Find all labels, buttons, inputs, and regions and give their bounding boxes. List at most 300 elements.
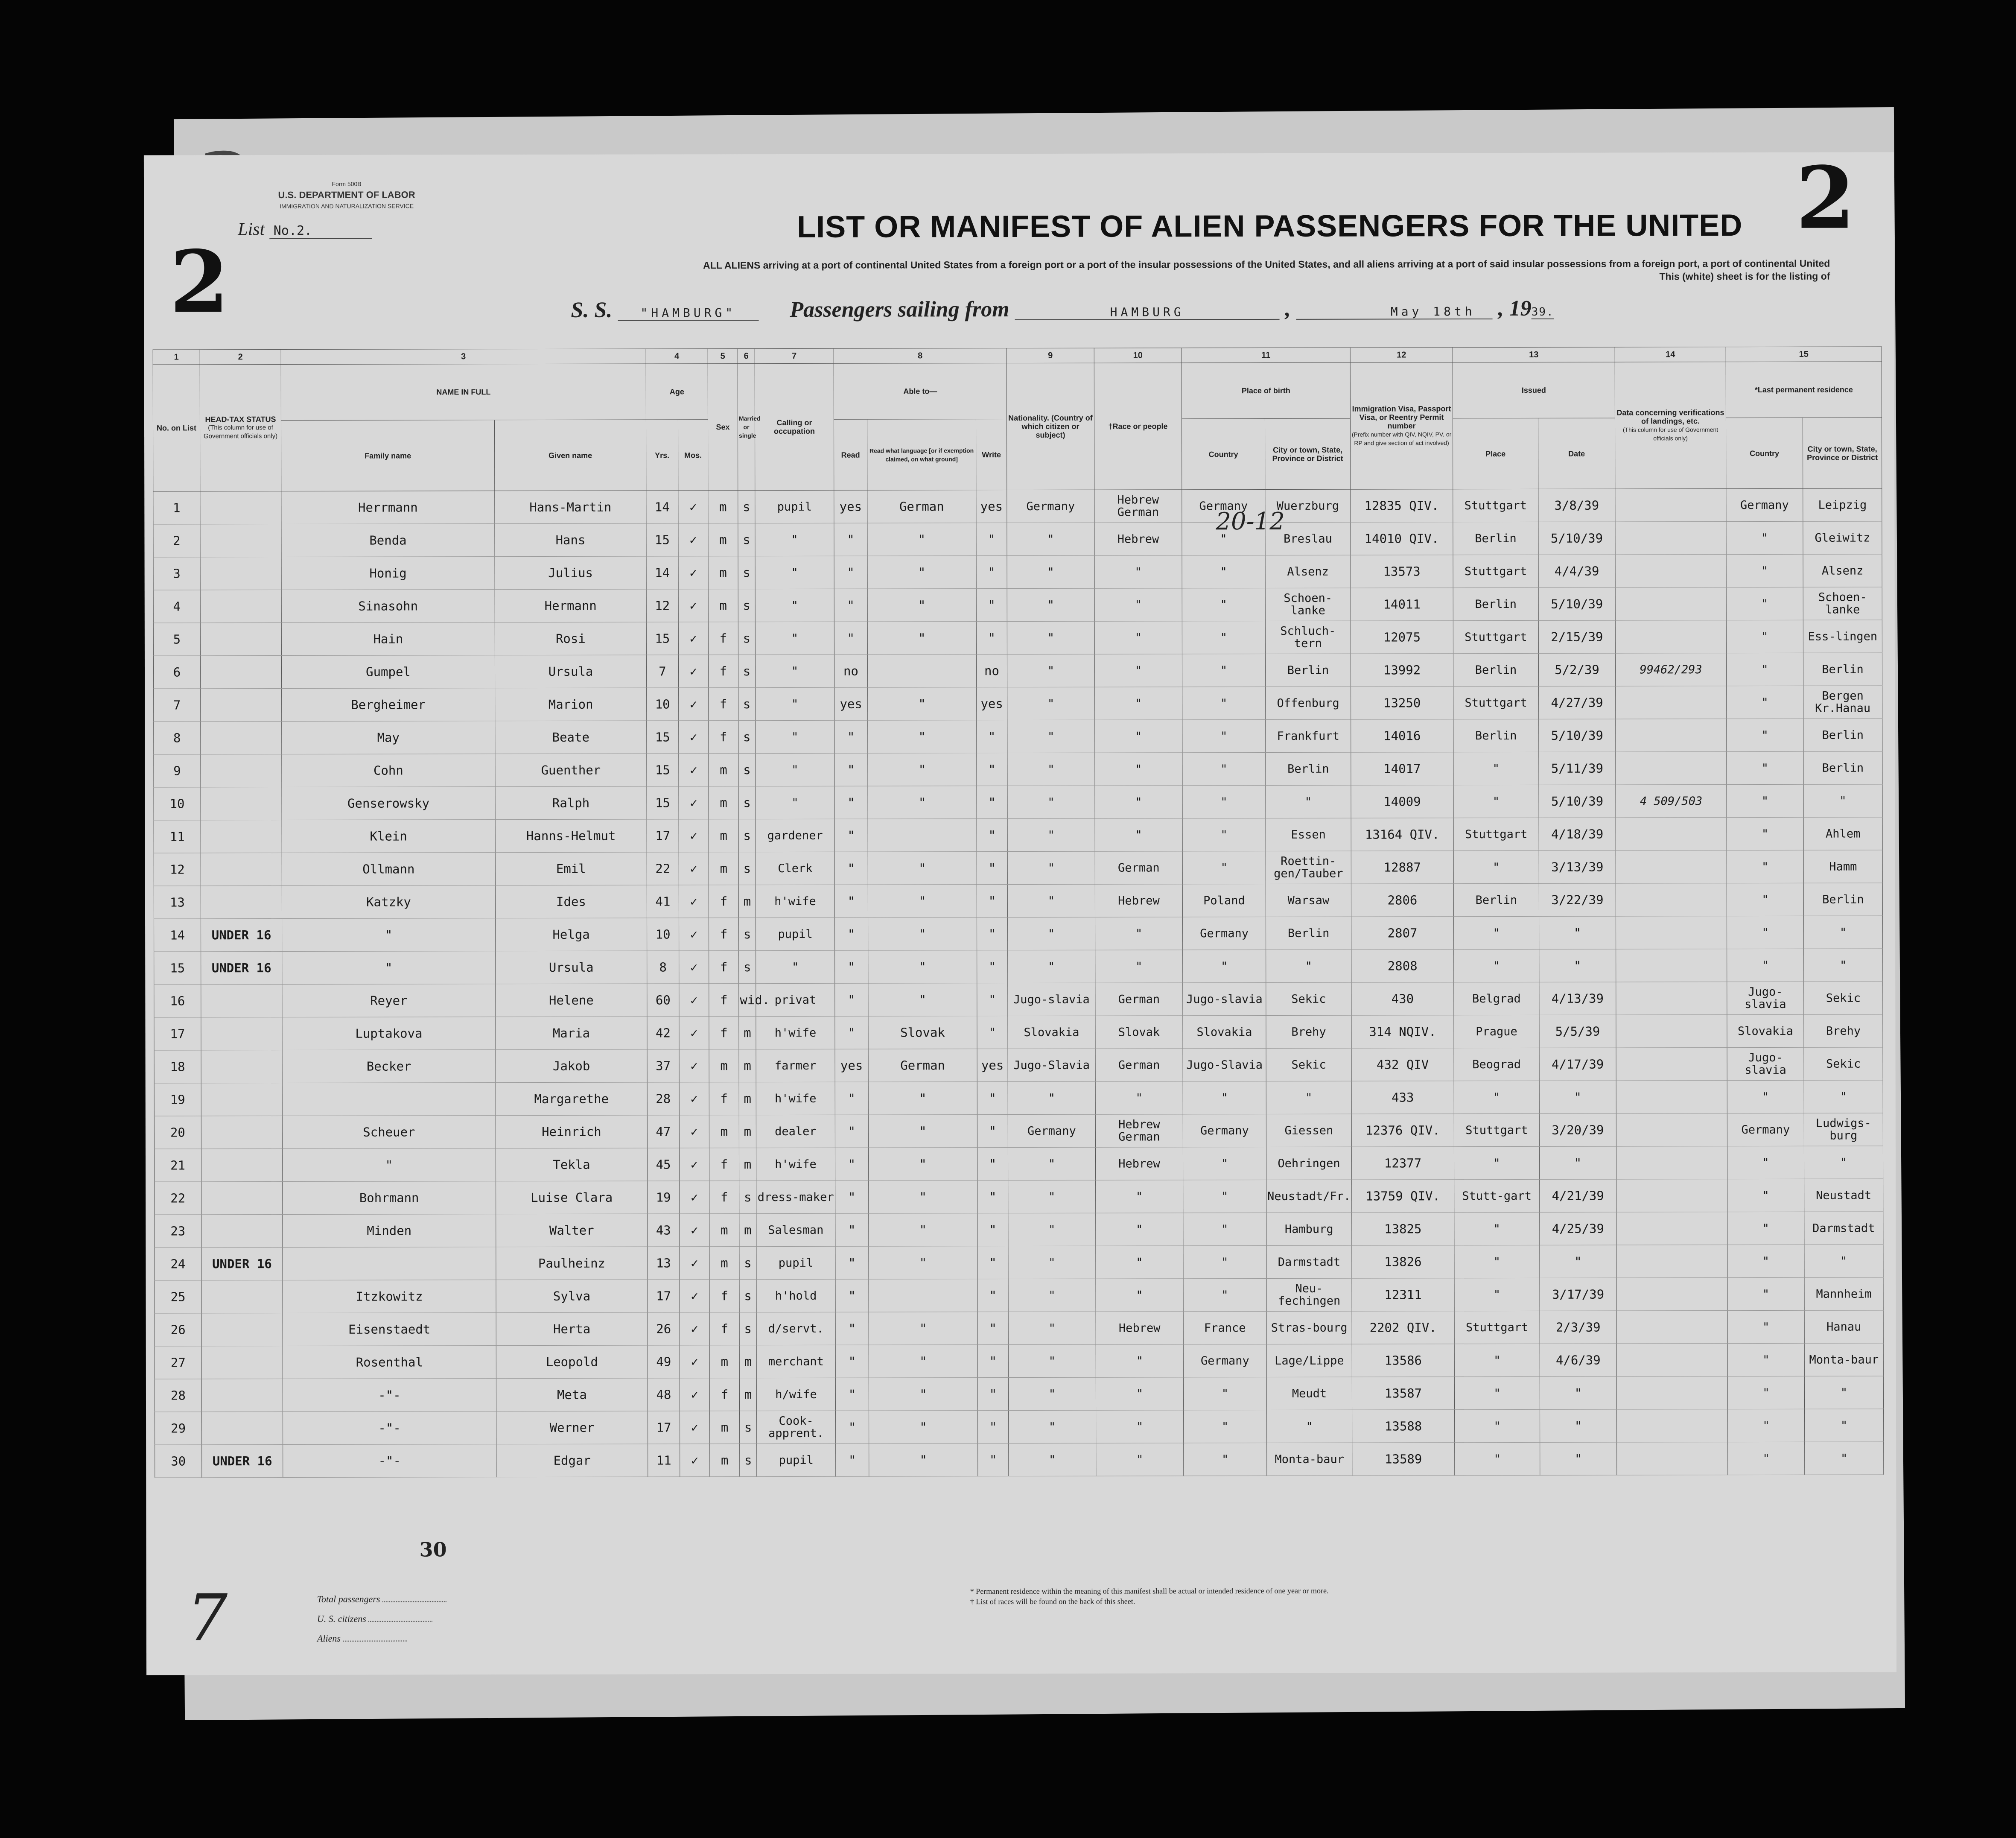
cell-occupation: Cook-apprent. bbox=[757, 1411, 836, 1444]
cell-given-name: Paulheinz bbox=[496, 1247, 648, 1280]
cell-read-language bbox=[869, 1279, 977, 1312]
cell-issued-date: 5/10/39 bbox=[1538, 587, 1615, 620]
cell-read: no bbox=[834, 655, 867, 687]
cell-no: 2 bbox=[153, 524, 200, 557]
cell-issued-date: 5/10/39 bbox=[1538, 522, 1615, 555]
cell-read-language: " bbox=[868, 918, 977, 950]
cell-read-language: " bbox=[868, 885, 977, 918]
cell-head-tax bbox=[201, 722, 282, 754]
cell-read: " bbox=[834, 753, 868, 786]
cell-nationality: " bbox=[1008, 950, 1095, 983]
cell-issued-place: Beograd bbox=[1454, 1048, 1539, 1081]
cell-age-years: 13 bbox=[648, 1247, 680, 1280]
cell-birth-country: " bbox=[1182, 621, 1265, 654]
cell-read: " bbox=[836, 1444, 869, 1476]
cell-read-language: " bbox=[868, 950, 977, 983]
cell-age-months: ✓ bbox=[680, 1411, 710, 1444]
cell-nationality: " bbox=[1007, 588, 1094, 621]
cell-age-years: 19 bbox=[648, 1181, 680, 1214]
table-row bbox=[155, 1409, 1884, 1445]
cell-family-name: Genserowsky bbox=[282, 787, 495, 820]
cell-residence-city: " bbox=[1805, 1409, 1884, 1442]
cell-head-tax bbox=[201, 689, 282, 722]
cell-race: " bbox=[1096, 1180, 1183, 1213]
cell-sex: f bbox=[709, 688, 738, 721]
cell-read: " bbox=[835, 1115, 868, 1148]
cell-age-years: 42 bbox=[647, 1017, 679, 1049]
cell-birth-city: Neustadt/Fr. bbox=[1266, 1180, 1352, 1213]
cell-birth-country: " bbox=[1182, 785, 1266, 818]
header-issued: Issued bbox=[1453, 362, 1615, 418]
table-row bbox=[154, 1080, 1883, 1116]
cell-write: " bbox=[977, 1082, 1008, 1115]
column-number: 15 bbox=[1726, 347, 1882, 362]
cell-nationality: " bbox=[1008, 1312, 1096, 1344]
cell-read: " bbox=[835, 1213, 869, 1246]
cell-marital-status: s bbox=[739, 1181, 756, 1214]
cell-age-months: ✓ bbox=[678, 655, 708, 688]
cell-verification-data bbox=[1616, 752, 1727, 785]
form-number: Form 500B bbox=[332, 180, 362, 187]
cell-visa: 2807 bbox=[1351, 917, 1454, 950]
handwritten-birth-note: 20-12 bbox=[1216, 507, 1285, 536]
cell-birth-city: Hamburg bbox=[1266, 1213, 1352, 1245]
table-row bbox=[154, 751, 1882, 787]
cell-residence-city: " bbox=[1803, 784, 1882, 817]
cell-verification-data bbox=[1616, 1376, 1727, 1409]
cell-sex: f bbox=[709, 918, 739, 951]
cell-read: " bbox=[835, 1148, 868, 1181]
cell-marital-status: s bbox=[738, 786, 756, 819]
cell-birth-city: Warsaw bbox=[1266, 884, 1351, 917]
column-number: 8 bbox=[834, 348, 1007, 364]
table-row bbox=[154, 982, 1883, 1017]
cell-read: " bbox=[835, 1246, 869, 1279]
cell-read: " bbox=[835, 1279, 869, 1312]
cell-no: 11 bbox=[154, 820, 201, 853]
cell-marital-status: wid. bbox=[739, 984, 756, 1017]
header-family-name: Family name bbox=[281, 420, 494, 491]
cell-residence-city: " bbox=[1805, 1442, 1884, 1475]
cell-occupation: dealer bbox=[756, 1115, 835, 1148]
cell-read: " bbox=[834, 852, 868, 885]
cell-no: 3 bbox=[153, 557, 200, 590]
cell-sex: m bbox=[708, 556, 738, 589]
cell-given-name: Walter bbox=[496, 1214, 648, 1247]
cell-family-name: " bbox=[282, 918, 496, 952]
cell-age-months: ✓ bbox=[679, 1017, 709, 1049]
cell-write: " bbox=[978, 1411, 1009, 1444]
cell-write: " bbox=[977, 885, 1007, 918]
cell-marital-status: s bbox=[738, 688, 756, 721]
cell-residence-city: Hamm bbox=[1803, 850, 1882, 883]
cell-residence-country: " bbox=[1727, 1212, 1804, 1245]
cell-issued-date: 4/21/39 bbox=[1540, 1179, 1616, 1212]
table-row bbox=[154, 719, 1882, 754]
header-able-to: Able to— bbox=[834, 363, 1007, 420]
cell-verification-data bbox=[1616, 1048, 1727, 1081]
cell-visa: 13164 QIV. bbox=[1351, 818, 1453, 851]
cell-marital-status: s bbox=[740, 1444, 757, 1477]
cell-race: German bbox=[1095, 1049, 1183, 1081]
cell-write: " bbox=[977, 1213, 1008, 1246]
header-birth-city: City or town, State, Province or District bbox=[1265, 418, 1350, 489]
cell-nationality: Germany bbox=[1007, 490, 1094, 523]
cell-birth-country: " bbox=[1182, 522, 1265, 555]
cell-family-name: " bbox=[282, 951, 496, 985]
cell-age-months: ✓ bbox=[678, 523, 708, 556]
cell-marital-status: s bbox=[738, 589, 755, 622]
cell-no: 13 bbox=[154, 886, 201, 919]
cell-sex: f bbox=[709, 1148, 739, 1181]
cell-age-months: ✓ bbox=[679, 819, 709, 852]
cell-birth-city: Meudt bbox=[1266, 1377, 1352, 1410]
cell-head-tax bbox=[201, 1050, 282, 1083]
cell-read: " bbox=[836, 1411, 869, 1444]
cell-visa: 14017 bbox=[1351, 752, 1453, 785]
cell-no: 25 bbox=[155, 1280, 201, 1313]
cell-nationality: " bbox=[1009, 1443, 1096, 1476]
cell-family-name: Sinasohn bbox=[281, 590, 495, 623]
cell-birth-country: Slovakia bbox=[1183, 1015, 1266, 1048]
cell-race: Slovak bbox=[1095, 1016, 1183, 1049]
cell-issued-date: 5/5/39 bbox=[1539, 1015, 1616, 1048]
cell-birth-country: " bbox=[1182, 555, 1265, 588]
aliens-label: Aliens bbox=[317, 1633, 341, 1644]
cell-birth-city: Offenburg bbox=[1266, 687, 1351, 719]
cell-no: 27 bbox=[155, 1346, 201, 1379]
cell-sex: m bbox=[709, 786, 738, 819]
sheet-number-left: 2 bbox=[169, 232, 229, 333]
cell-no: 16 bbox=[154, 985, 201, 1017]
header-race: †Race or people bbox=[1094, 363, 1182, 490]
cell-verification-data bbox=[1616, 1212, 1727, 1245]
cell-age-years: 17 bbox=[648, 1280, 680, 1312]
cell-marital-status: m bbox=[739, 1148, 756, 1181]
cell-occupation: Clerk bbox=[756, 852, 834, 885]
cell-read-language: " bbox=[868, 720, 977, 753]
table-row bbox=[153, 521, 1882, 557]
cell-issued-date: 3/13/39 bbox=[1539, 850, 1616, 883]
cell-no: 14 bbox=[154, 919, 201, 952]
header-issued-place: Place bbox=[1453, 418, 1538, 489]
cell-verification-data bbox=[1616, 1146, 1727, 1179]
cell-given-name: Tekla bbox=[496, 1148, 647, 1181]
cell-race: " bbox=[1096, 1213, 1183, 1246]
column-number: 7 bbox=[755, 348, 834, 363]
cell-family-name: Bohrmann bbox=[283, 1181, 496, 1215]
cell-nationality: " bbox=[1008, 1213, 1096, 1246]
passenger-rows bbox=[153, 488, 1884, 1478]
table-row bbox=[154, 850, 1882, 886]
cell-verification-data bbox=[1616, 850, 1727, 883]
cell-sex: f bbox=[709, 984, 739, 1017]
cell-birth-country: Jugo-slavia bbox=[1183, 982, 1266, 1015]
cell-no: 15 bbox=[154, 952, 201, 985]
cell-head-tax bbox=[201, 1149, 282, 1182]
cell-marital-status: m bbox=[739, 1345, 756, 1378]
cell-age-months: ✓ bbox=[679, 1148, 709, 1181]
cell-race: " bbox=[1096, 1443, 1184, 1476]
cell-issued-place: Berlin bbox=[1453, 719, 1539, 752]
header-nationality: Nationality. (Country of which citizen or subject) bbox=[1007, 363, 1094, 490]
header-issued-date: Date bbox=[1538, 418, 1615, 489]
cell-verification-data bbox=[1617, 1442, 1728, 1475]
cell-birth-city: " bbox=[1267, 1410, 1352, 1443]
cell-birth-country: Jugo-Slavia bbox=[1183, 1048, 1266, 1081]
cell-read-language: " bbox=[868, 1148, 977, 1181]
cell-write: " bbox=[976, 556, 1007, 589]
cell-age-years: 11 bbox=[648, 1444, 680, 1477]
cell-residence-country: Germany bbox=[1727, 1113, 1804, 1146]
handwritten-corner-mark: 7 bbox=[187, 1581, 228, 1656]
cell-given-name: Emil bbox=[495, 852, 647, 885]
cell-birth-city: Berlin bbox=[1266, 752, 1351, 785]
cell-residence-city: Brehy bbox=[1804, 1014, 1883, 1047]
cell-read-language: German bbox=[868, 1049, 977, 1082]
cell-age-years: 10 bbox=[647, 688, 679, 721]
cell-given-name: Ralph bbox=[495, 786, 647, 820]
cell-head-tax: UNDER 16 bbox=[201, 952, 282, 985]
cell-birth-country: " bbox=[1183, 1245, 1266, 1278]
column-number: 6 bbox=[738, 349, 755, 364]
table-row bbox=[154, 1146, 1883, 1182]
cell-age-months: ✓ bbox=[680, 1444, 710, 1477]
cell-issued-date: 3/20/39 bbox=[1539, 1113, 1616, 1146]
form-header bbox=[246, 178, 447, 212]
cell-residence-city: Hanau bbox=[1804, 1310, 1883, 1343]
column-number: 4 bbox=[646, 349, 708, 364]
cell-issued-date: " bbox=[1539, 949, 1616, 982]
cell-residence-country: " bbox=[1727, 1146, 1804, 1179]
cell-age-years: 14 bbox=[646, 556, 678, 589]
cell-marital-status: m bbox=[739, 1049, 756, 1082]
cell-marital-status: s bbox=[739, 951, 756, 984]
cell-occupation: " bbox=[756, 950, 835, 983]
cell-nationality: Slovakia bbox=[1008, 1016, 1095, 1049]
cell-issued-place: " bbox=[1454, 1212, 1540, 1245]
cell-sex: f bbox=[709, 721, 738, 754]
cell-residence-country: " bbox=[1727, 850, 1803, 883]
cell-birth-city: " bbox=[1266, 785, 1351, 818]
cell-residence-country: " bbox=[1727, 1376, 1804, 1409]
cell-issued-place: Belgrad bbox=[1454, 982, 1539, 1015]
cell-issued-place: Berlin bbox=[1453, 522, 1538, 555]
subtitle-line-1: ALL ALIENS arriving at a port of continental United States from a foreign port or a port of the insular possessions of the United States, and all aliens arriving at a port of said insular possessions from a foreign port, a port of continental United bbox=[703, 257, 1830, 271]
cell-age-years: 14 bbox=[646, 491, 678, 523]
cell-write: " bbox=[977, 1181, 1008, 1213]
cell-residence-country: " bbox=[1726, 521, 1803, 554]
cell-residence-country: " bbox=[1728, 1442, 1805, 1475]
cell-read: yes bbox=[835, 1049, 868, 1082]
cell-birth-city: Monta-baur bbox=[1267, 1443, 1352, 1476]
table-row bbox=[154, 949, 1883, 985]
cell-verification-data: 99462/293 bbox=[1615, 653, 1726, 686]
cell-issued-date: 3/8/39 bbox=[1538, 489, 1615, 522]
cell-age-months: ✓ bbox=[679, 852, 709, 885]
cell-issued-place: Stuttgart bbox=[1454, 1311, 1540, 1344]
cell-head-tax bbox=[201, 1280, 283, 1313]
cell-birth-country: Germany bbox=[1183, 917, 1266, 950]
cell-residence-country: " bbox=[1727, 817, 1803, 850]
cell-residence-city: Ess-lingen bbox=[1803, 620, 1882, 653]
cell-visa: 2806 bbox=[1351, 884, 1453, 917]
cell-marital-status: s bbox=[738, 754, 756, 786]
cell-occupation: dress-maker bbox=[756, 1181, 835, 1213]
cell-issued-date: " bbox=[1540, 1442, 1617, 1475]
cell-write: " bbox=[977, 852, 1007, 885]
cell-race: Hebrew German bbox=[1094, 490, 1182, 523]
cell-read: " bbox=[835, 1345, 869, 1378]
cell-occupation: pupil bbox=[755, 490, 834, 523]
cell-birth-country: " bbox=[1183, 1377, 1266, 1410]
cell-given-name: Luise Clara bbox=[496, 1181, 648, 1214]
cell-write: " bbox=[977, 786, 1007, 819]
manifest-title: LIST OR MANIFEST OF ALIEN PASSENGERS FOR THE UNITED bbox=[797, 208, 1743, 244]
header-residence-country: Country bbox=[1726, 418, 1803, 488]
cell-nationality: Germany bbox=[1008, 1114, 1095, 1147]
cell-nationality: " bbox=[1007, 654, 1094, 687]
cell-issued-date: 3/17/39 bbox=[1540, 1278, 1616, 1311]
cell-visa: 433 bbox=[1351, 1081, 1454, 1114]
cell-visa: 13587 bbox=[1352, 1377, 1454, 1410]
header-married: Married or single bbox=[738, 364, 755, 491]
cell-residence-city: Neustadt bbox=[1804, 1179, 1883, 1212]
us-citizens-label: U. S. citizens bbox=[317, 1613, 366, 1624]
cell-age-months: ✓ bbox=[680, 1378, 709, 1411]
cell-birth-city: Breslau bbox=[1265, 522, 1351, 555]
cell-residence-country: " bbox=[1727, 1310, 1804, 1343]
cell-visa: 13588 bbox=[1352, 1410, 1455, 1443]
cell-visa: 13825 bbox=[1352, 1213, 1454, 1245]
cell-issued-place: " bbox=[1454, 1081, 1539, 1113]
cell-race: " bbox=[1096, 1344, 1183, 1377]
column-number: 5 bbox=[708, 349, 738, 364]
cell-issued-place: " bbox=[1453, 850, 1539, 883]
table-row bbox=[155, 1179, 1883, 1215]
cell-read-language: " bbox=[869, 1246, 977, 1279]
cell-nationality: " bbox=[1007, 818, 1095, 851]
cell-sex: m bbox=[709, 819, 738, 852]
header-head-tax-label: HEAD-TAX STATUS bbox=[205, 415, 276, 424]
cell-residence-city: " bbox=[1804, 1245, 1883, 1277]
cell-age-years: 22 bbox=[647, 852, 679, 885]
table-row bbox=[154, 1047, 1883, 1083]
cell-birth-country: " bbox=[1183, 950, 1266, 982]
cell-given-name: Julius bbox=[495, 556, 646, 590]
cell-birth-country: " bbox=[1183, 1147, 1266, 1180]
passenger-table bbox=[153, 346, 1884, 1478]
cell-visa: 14011 bbox=[1351, 588, 1453, 621]
cell-issued-place: " bbox=[1454, 1344, 1540, 1376]
header-residence-city: City or town, State, Province or District bbox=[1803, 418, 1882, 488]
cell-age-years: 60 bbox=[647, 984, 679, 1017]
header-head-tax-note: (This column for use of Government officials only) bbox=[203, 424, 278, 440]
table-row bbox=[154, 883, 1882, 919]
cell-age-years: 48 bbox=[648, 1378, 680, 1411]
cell-read-language bbox=[867, 655, 976, 687]
list-number: No.2. bbox=[269, 223, 372, 239]
cell-issued-date: " bbox=[1540, 1245, 1616, 1278]
cell-sex: m bbox=[709, 1214, 739, 1247]
cell-read-language: " bbox=[869, 1444, 978, 1476]
manifest-sheet bbox=[144, 148, 1896, 1675]
cell-age-months: ✓ bbox=[680, 1247, 709, 1280]
cell-marital-status: m bbox=[739, 1214, 756, 1247]
cell-head-tax bbox=[201, 1182, 283, 1215]
cell-given-name: Ides bbox=[495, 885, 647, 918]
cell-age-months: ✓ bbox=[679, 1049, 709, 1082]
cell-family-name: Bergheimer bbox=[282, 688, 495, 722]
cell-read: " bbox=[835, 1312, 869, 1345]
cell-verification-data bbox=[1616, 1278, 1727, 1311]
cell-birth-country: " bbox=[1184, 1443, 1267, 1476]
cell-age-years: 45 bbox=[647, 1148, 679, 1181]
cell-family-name: Becker bbox=[282, 1050, 496, 1083]
cell-marital-status: m bbox=[738, 885, 756, 918]
header-visa bbox=[1350, 362, 1453, 489]
cell-write: " bbox=[977, 1148, 1008, 1181]
cell-visa: 12311 bbox=[1352, 1278, 1454, 1311]
cell-birth-country: Germany bbox=[1183, 1344, 1266, 1377]
cell-issued-place: " bbox=[1455, 1409, 1540, 1442]
cell-residence-city: " bbox=[1804, 1080, 1883, 1113]
cell-age-years: 15 bbox=[646, 523, 678, 556]
cell-read: " bbox=[835, 1082, 868, 1115]
cell-marital-status: m bbox=[739, 1115, 756, 1148]
cell-family-name: Eisenstaedt bbox=[283, 1313, 496, 1346]
cell-no: 6 bbox=[153, 656, 200, 689]
cell-marital-status: m bbox=[739, 1082, 756, 1115]
cell-marital-status: s bbox=[738, 655, 755, 688]
cell-nationality: Jugo-Slavia bbox=[1008, 1049, 1095, 1081]
cell-nationality: " bbox=[1008, 1180, 1096, 1213]
cell-head-tax bbox=[201, 985, 282, 1017]
cell-occupation: h'hold bbox=[756, 1279, 835, 1312]
cell-race: " bbox=[1094, 654, 1182, 687]
cell-occupation: " bbox=[756, 720, 834, 753]
cell-write: " bbox=[977, 1378, 1008, 1411]
column-number: 11 bbox=[1182, 348, 1350, 363]
cell-birth-city: Schluch-tern bbox=[1265, 621, 1351, 654]
cell-sex: m bbox=[709, 1247, 739, 1280]
cell-sex: f bbox=[709, 1181, 739, 1214]
cell-family-name: Hain bbox=[281, 622, 495, 656]
cell-head-tax bbox=[201, 1346, 283, 1379]
cell-residence-city: Alsenz bbox=[1803, 554, 1882, 587]
cell-verification-data bbox=[1616, 818, 1727, 850]
cell-given-name: Meta bbox=[496, 1378, 648, 1411]
cell-marital-status: s bbox=[738, 819, 756, 852]
sailing-label: Passengers sailing from bbox=[790, 297, 1009, 322]
cell-occupation: " bbox=[756, 786, 834, 819]
cell-residence-country: " bbox=[1727, 686, 1803, 719]
cell-visa: 432 QIV bbox=[1351, 1048, 1454, 1081]
cell-write: " bbox=[977, 1312, 1008, 1345]
cell-residence-city: Schoen-lanke bbox=[1803, 587, 1882, 620]
cell-read: " bbox=[835, 983, 868, 1016]
cell-issued-place: Stuttgart bbox=[1453, 555, 1538, 587]
cell-residence-city: " bbox=[1804, 1376, 1883, 1409]
cell-residence-city: Mannheim bbox=[1804, 1277, 1883, 1310]
cell-issued-date: 5/11/39 bbox=[1539, 752, 1616, 785]
cell-visa: 13826 bbox=[1352, 1245, 1454, 1278]
cell-age-months: ✓ bbox=[678, 622, 708, 655]
cell-nationality: " bbox=[1009, 1410, 1096, 1443]
cell-write: " bbox=[977, 918, 1008, 950]
cell-age-months: ✓ bbox=[679, 984, 709, 1017]
cell-occupation: Salesman bbox=[756, 1213, 835, 1246]
